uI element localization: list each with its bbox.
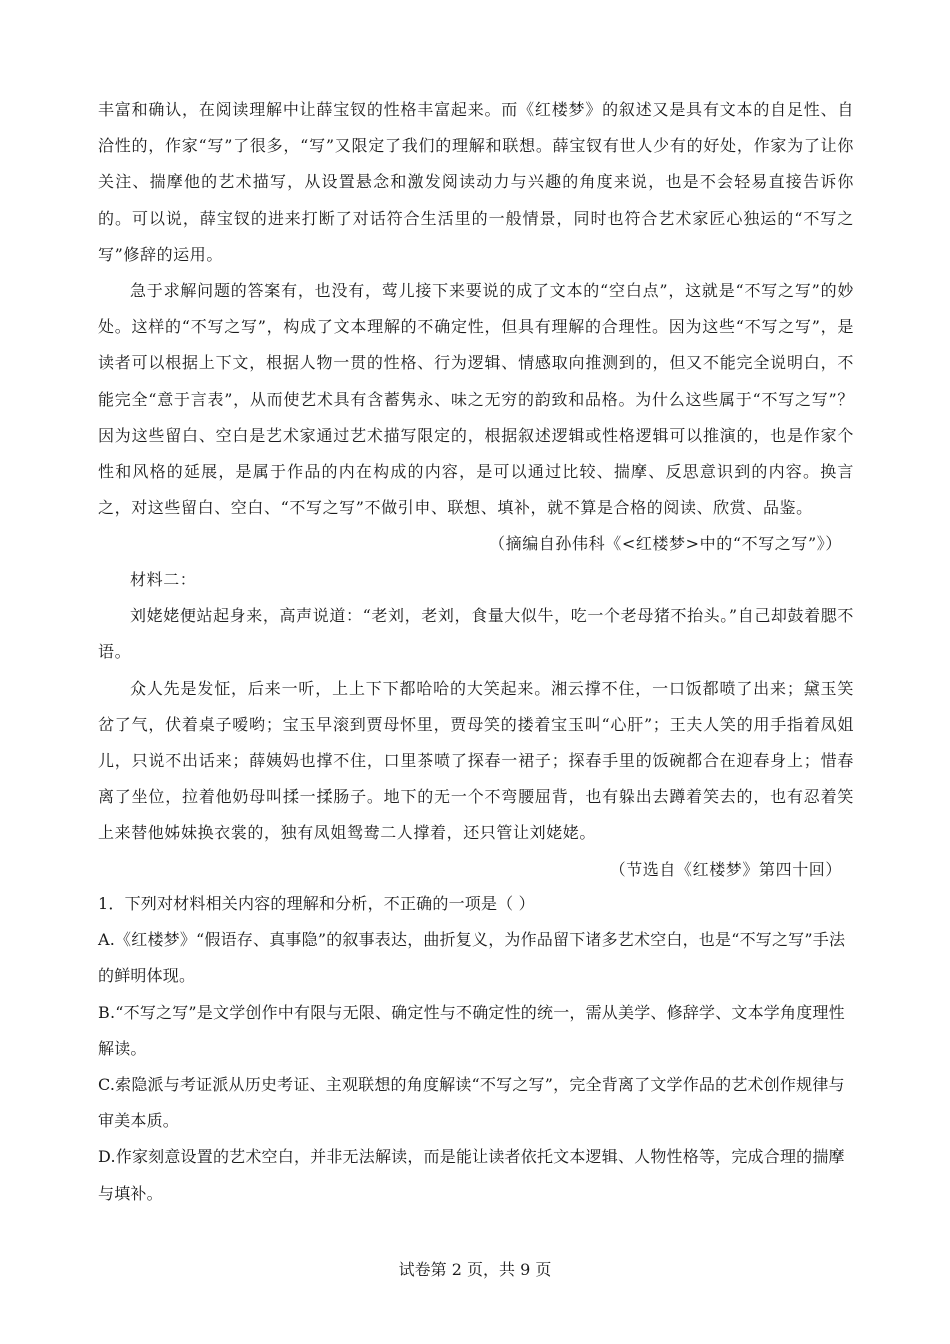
- material-one-paragraph-2: 急于求解问题的答案有，也没有，莺儿接下来要说的成了文本的“空白点”，这就是“不写之写”的妙处。这样的“不写之写”，构成了文本理解的不确定性，但具有理解的合理性。因为这些“不写之写”，是读者可以根据上下文，根据人物一贯的性格、行为逻辑、情感取向推测到的，但又不能完全说明白，不能完全“意于言表”，从而使艺术具有含蓄隽永、味之无穷的韵致和品格。为什么这些属于“不写之写”？因为这些留白、空白是艺术家通过艺术描写限定的，根据叙述逻辑或性格逻辑可以推演的，也是作家个性和风格的延展，是属于作品的内在构成的内容，是可以通过比较、揣摩、反思意识到的内容。换言之，对这些留白、空白、“不写之写”不做引申、联想、填补，就不算是合格的阅读、欣赏、品鉴。: [98, 281, 854, 518]
- material-two-paragraph-1: 刘姥姥便站起身来，高声说道：“老刘，老刘，食量大似牛，吃一个老母猪不抬头。”自己却鼓着腮不语。: [98, 606, 854, 662]
- material-one-source: （摘编自孙伟科《<红楼梦>中的“不写之写”》）: [489, 534, 842, 554]
- material-two-paragraph-2: 众人先是发怔，后来一听，上上下下都哈哈的大笑起来。湘云撑不住，一口饭都喷了出来；黛玉笑岔了气，伏着桌子嗳哟；宝玉早滚到贾母怀里，贾母笑的搂着宝玉叫“心肝”；王夫人笑的用手指着凤姐儿，只说不出话来；薛姨妈也撑不住，口里茶喷了探春一裙子；探春手里的饭碗都合在迎春身上；惜春离了坐位，拉着他奶母叫揉一揉肠子。地下的无一个不弯腰屈背，也有躲出去蹲着笑去的，也有忍着笑上来替他姊妹换衣裳的，独有凤姐鸳鸯二人撑着，还只管让刘姥姥。: [98, 678, 854, 843]
- material-two-source: （节选自《红楼梦》第四十回）: [609, 859, 842, 879]
- question-stem: 1．下列对材料相关内容的理解和分析，不正确的一项是（ ）: [98, 894, 535, 913]
- option-d: D.作家刻意设置的艺术空白，并非无法解读，而是能让读者依托文本逻辑、人物性格等，完成合理的揣摩与填补。: [98, 1147, 845, 1203]
- material-two: [98, 562, 854, 888]
- question-1: [98, 886, 858, 1212]
- page-footer: 试卷第 2 页，共 9 页: [398, 1260, 552, 1279]
- material-one: [98, 92, 854, 563]
- option-a: A.《红楼梦》“假语存、真事隐”的叙事表达，曲折复义，为作品留下诸多艺术空白，也是“不写之写”手法的鲜明体现。: [98, 930, 846, 986]
- option-c: C.索隐派与考证派从历史考证、主观联想的角度解读“不写之写”，完全背离了文学作品的艺术创作规律与审美本质。: [98, 1075, 845, 1131]
- option-b: B.“不写之写”是文学创作中有限与无限、确定性与不确定性的统一，需从美学、修辞学、文本学角度理性解读。: [98, 1002, 845, 1058]
- material-one-paragraph-continued: 丰富和确认，在阅读理解中让薛宝钗的性格丰富起来。而《红楼梦》的叙述又是具有文本的自足性、自洽性的，作家“写”了很多，“写”又限定了我们的理解和联想。薛宝钗有世人少有的好处，作家为了让你关注、揣摩他的艺术描写，从设置悬念和激发阅读动力与兴趣的角度来说，也是不会轻易直接告诉你的。可以说，薛宝钗的进来打断了对话符合生活里的一般情景，同时也符合艺术家匠心独运的“不写之写”修辞的运用。: [98, 100, 854, 264]
- material-two-label: 材料二：: [130, 570, 197, 589]
